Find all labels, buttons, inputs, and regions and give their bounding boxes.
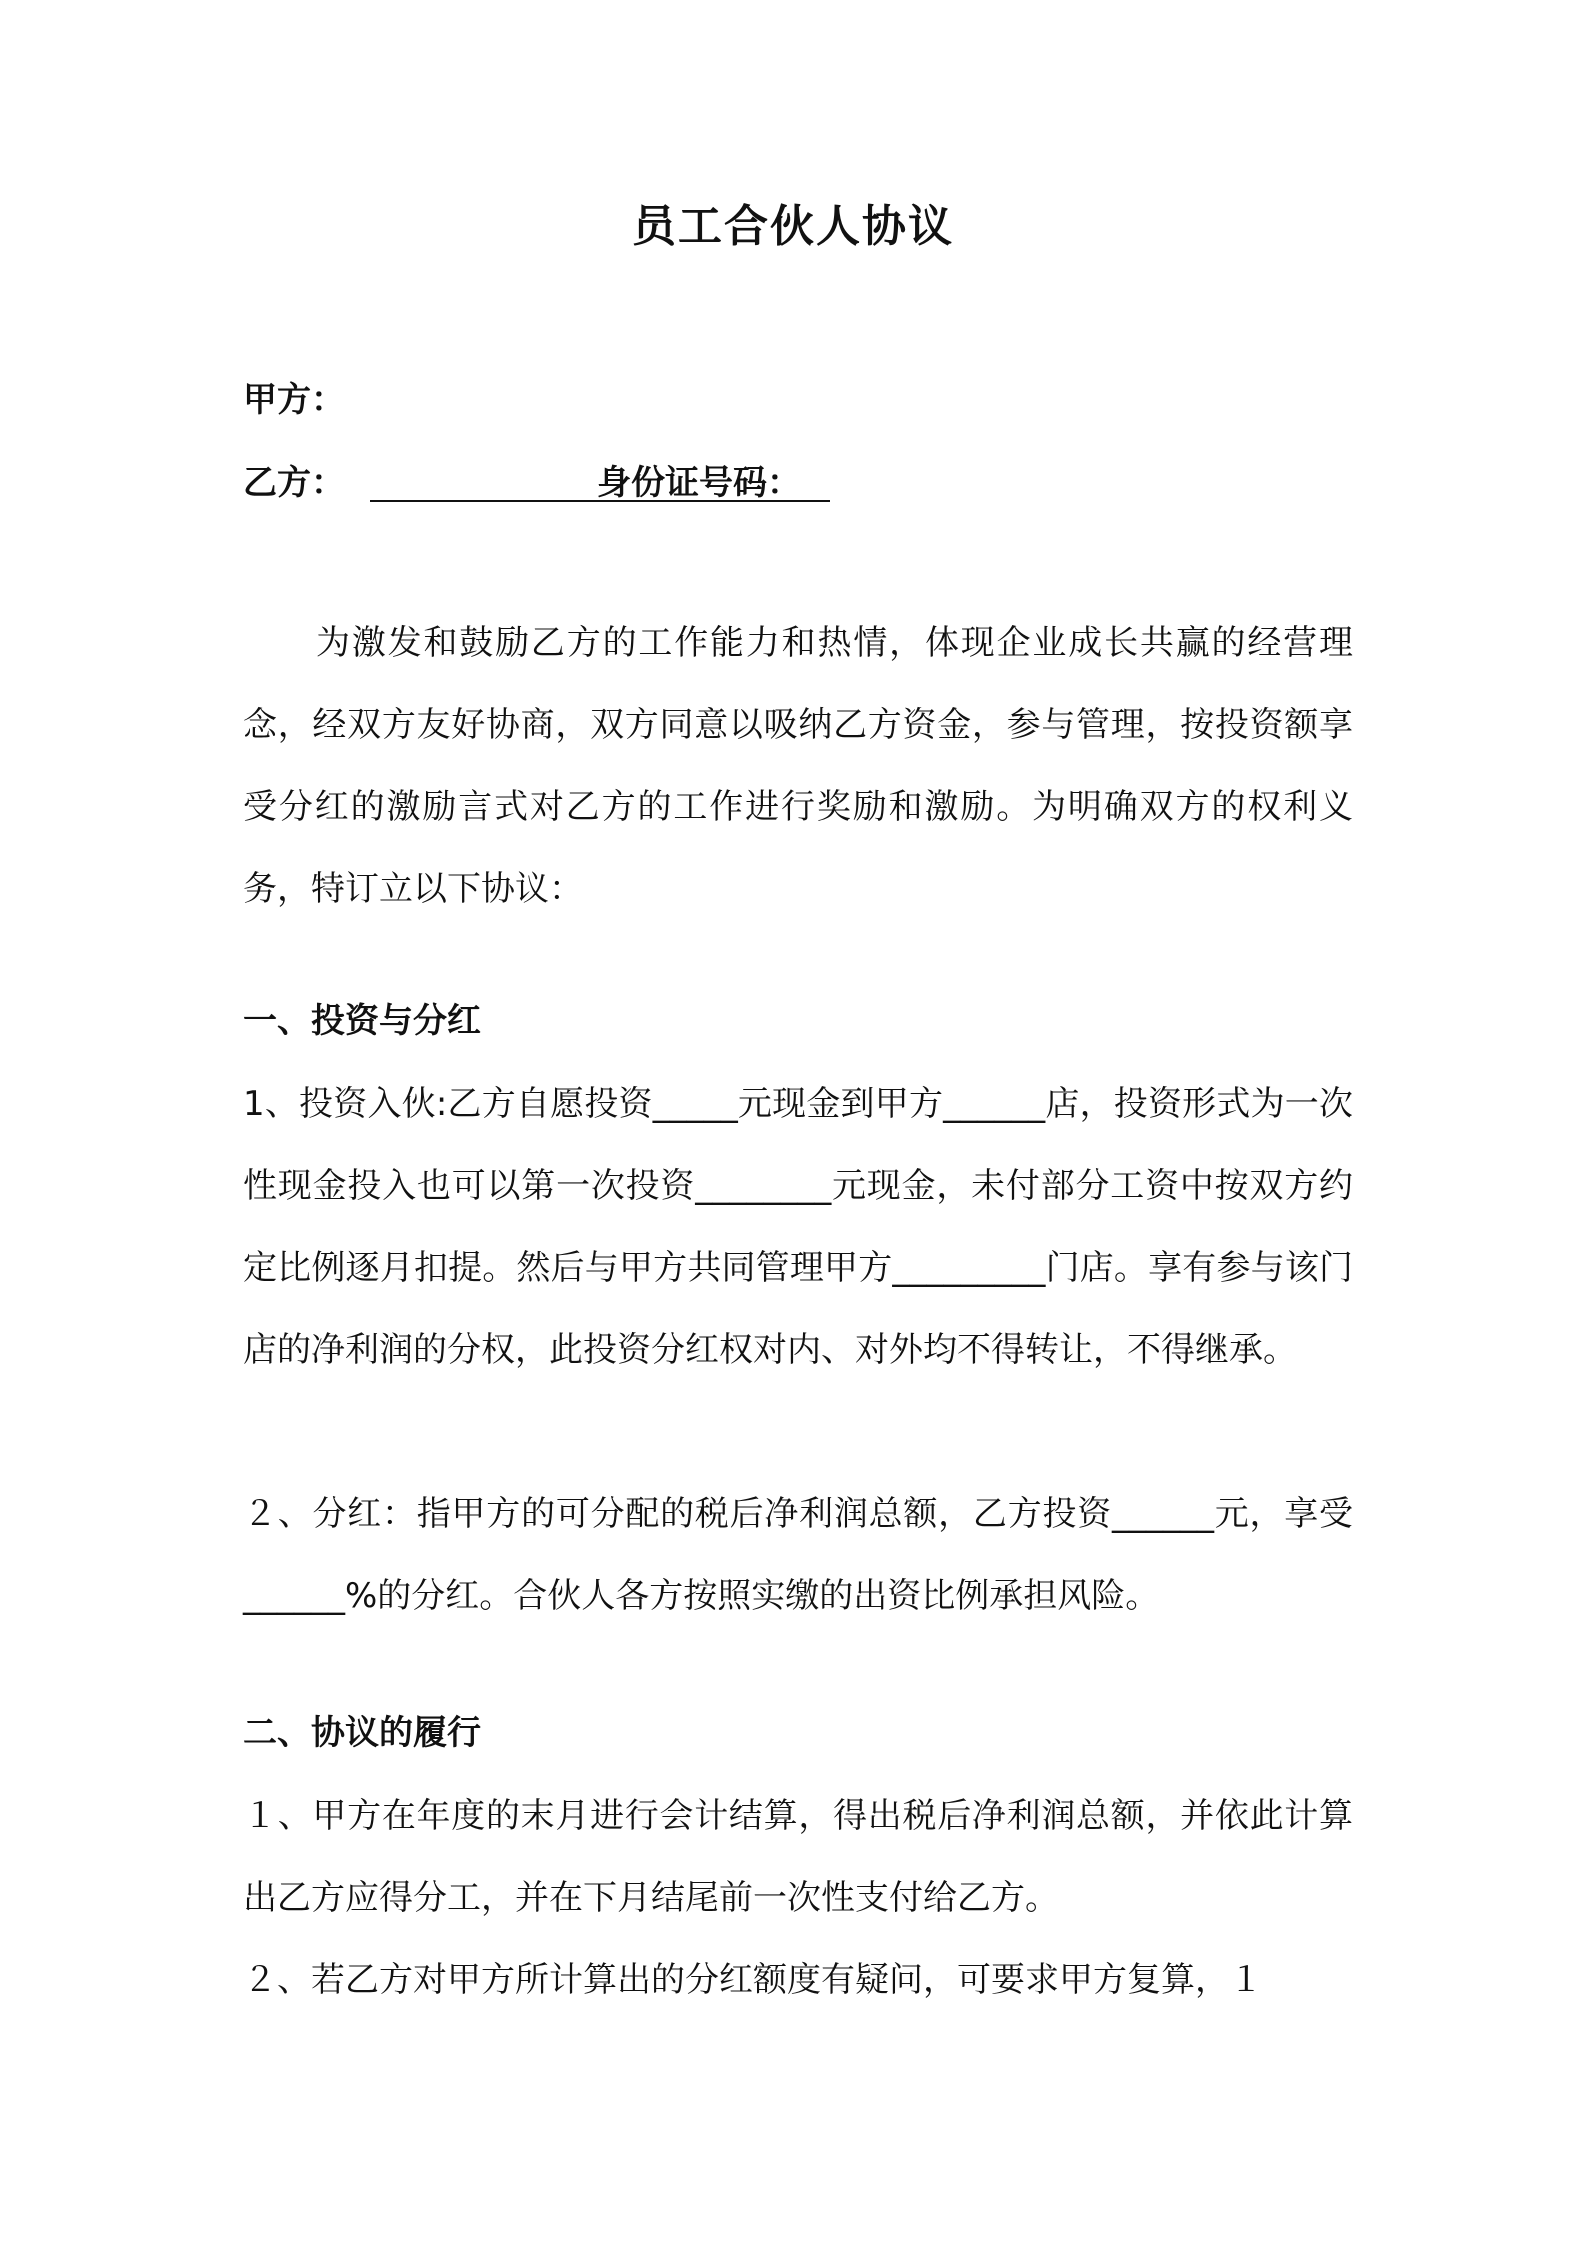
section-2-item-2: ２、若乙方对甲方所计算出的分红额度有疑问，可要求甲方复算，１: [243, 1960, 1263, 2000]
party-a-label: 甲方：: [243, 380, 345, 420]
section-2-heading: 二、协议的履行: [243, 1713, 481, 1753]
intro-paragraph: 为激发和鼓励乙方的工作能力和热情，体现企业成长共赢的经营理念，经双方友好协商，双方同意以吸纳乙方资金，参与管理，按投资额享受分红的激励言式对乙方的工作进行奖励和激励。为明确双方的权利义务，特订立以下协议：: [243, 623, 1353, 909]
section-2-item-1: １、甲方在年度的末月进行会计结算，得出税后净利润总额，并依此计算出乙方应得分工，并在下月结尾前一次性支付给乙方。: [243, 1796, 1353, 1918]
section-1-item-2: ２、分红：指甲方的可分配的税后净利润总额，乙方投资______元，享受______%的分红。合伙人各方按照实缴的出资比例承担风险。: [243, 1494, 1353, 1616]
document-title: 员工合伙人协议: [632, 201, 954, 252]
section-1-item-1: 1、投资入伙:乙方自愿投资_____元现金到甲方______店，投资形式为一次性现金投入也可以第一次投资________元现金，未付部分工资中按双方约定比例逐月扣提。然后与甲方共同管理甲方_________门店。享有参与该门店的净利润的分权，此投资分红权对内、对外均不得转让，不得继承。: [243, 1084, 1353, 1370]
party-b-label: 乙方：: [243, 463, 345, 503]
party-b-signature-line: [370, 500, 830, 502]
id-number-label: 身份证号码：: [597, 463, 801, 503]
section-1-heading: 一、投资与分红: [243, 1001, 481, 1041]
